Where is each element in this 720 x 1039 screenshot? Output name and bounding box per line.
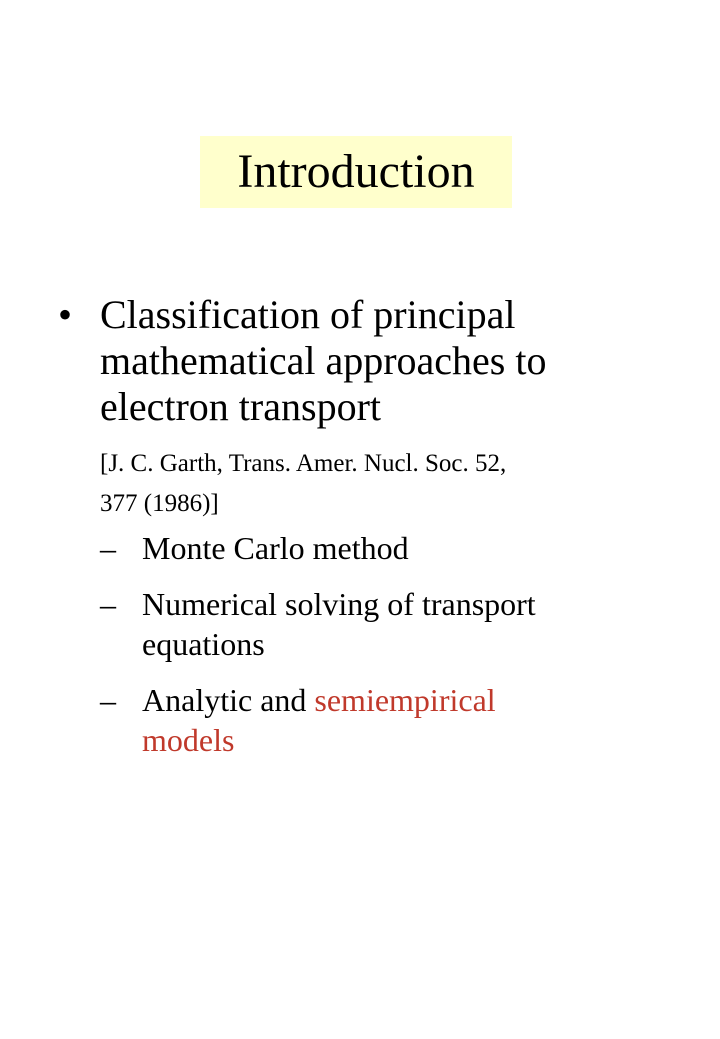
highlighted-term: semiempirical xyxy=(314,682,496,718)
sub-item-line-2: equations xyxy=(142,626,265,662)
bullet-line-3: electron transport xyxy=(100,384,381,429)
sub-item-dash: – xyxy=(100,682,116,718)
bullet-line-2: mathematical approaches to xyxy=(100,338,547,383)
bullet-text xyxy=(100,292,700,430)
page-title: Introduction xyxy=(237,145,475,198)
sub-item-text xyxy=(142,680,702,760)
citation xyxy=(100,444,700,524)
sub-item-prefix: Analytic and xyxy=(142,682,315,718)
bullet-line-1: Classification of principal xyxy=(100,292,516,337)
sub-item-text xyxy=(142,584,702,664)
highlighted-term-continued: models xyxy=(142,722,235,758)
citation-line-1: [J. C. Garth, Trans. Amer. Nucl. Soc. 52, xyxy=(100,450,507,477)
sub-item-text: Monte Carlo method xyxy=(142,530,409,566)
title-box xyxy=(200,136,512,208)
bullet-marker: • xyxy=(58,292,73,337)
sub-item-dash: – xyxy=(100,530,116,566)
sub-item-line-1: Numerical solving of transport xyxy=(142,586,536,622)
sub-item-dash: – xyxy=(100,586,116,622)
citation-line-2: 377 (1986)] xyxy=(100,490,219,517)
